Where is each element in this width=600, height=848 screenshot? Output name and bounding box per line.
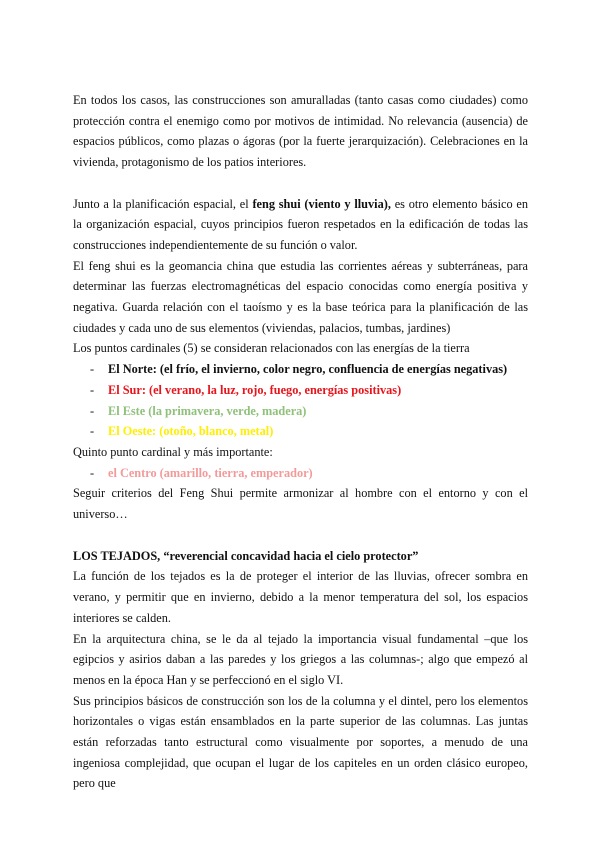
paragraph-puntos-cardinales: Los puntos cardinales (5) se consideran relacionados con las energías de la tierra bbox=[73, 341, 470, 356]
paragraph-geomancia: El feng shui es la geomancia china que estudia las corrientes aéreas y subterráneas, para determinar las fuerzas electromagnéticas del espacio conocidas como energía positiva y negativa. Guarda relación con el taoísmo y es la base teórica para la planificación de las ciudades y cada uno de sus elementos (viviendas, palacios, tumbas, jardines) bbox=[73, 258, 528, 335]
paragraph-feng-shui-intro bbox=[73, 194, 528, 256]
paragraph-amuralladas: En todos los casos, las construcciones son amuralladas (tanto casas como ciudades) como protección contra el enemigo como por motivos de intimidad. No relevancia (ausencia) de espacios públicos, como plazas o ágoras (por la fuerte jerarquización). Celebraciones en la vivienda, protagonismo de los patios interiores. bbox=[73, 93, 528, 170]
list-item-norte: - El Norte: (el frío, el invierno, color negro, confluencia de energías negativas) bbox=[73, 359, 528, 380]
list-item-sur: - El Sur: (el verano, la luz, rojo, fuego, energías positivas) bbox=[73, 380, 528, 401]
paragraph-quinto-punto: Quinto punto cardinal y más importante: bbox=[73, 444, 273, 459]
document-body bbox=[73, 90, 528, 794]
paragraph-arquitectura-china: En la arquitectura china, se le da al tejado la importancia visual fundamental –que los egipcios y asirios daban a las paredes y los griegos a las columnas-; algo que empezó al menos en la época Han y se perfeccionó en el siglo VI. bbox=[73, 631, 528, 687]
text-run: es otro elemento básico en la organización espacial, cuyos principios fueron respetados en la edificación de todas las construcciones independientemente de su función o valor. bbox=[73, 196, 528, 252]
section-heading-tejados: LOS TEJADOS, “reverencial concavidad hacia el cielo protector” bbox=[73, 548, 419, 563]
list-item-centro: - el Centro (amarillo, tierra, emperador) bbox=[73, 463, 528, 484]
paragraph-armonizar: Seguir criterios del Feng Shui permite armonizar al hombre con el entorno y con el universo… bbox=[73, 486, 528, 522]
bold-term-feng-shui: feng shui (viento y lluvia), bbox=[252, 196, 391, 211]
list-item-oeste: - El Oeste: (otoño, blanco, metal) bbox=[73, 421, 528, 442]
paragraph-spacer bbox=[73, 173, 528, 194]
list-item-este: - El Este (la primavera, verde, madera) bbox=[73, 401, 528, 422]
paragraph-principios-construccion: Sus principios básicos de construcción son los de la columna y el dintel, pero los elementos horizontales o vigas están ensamblados en la parte superior de las columnas. Las juntas están reforzadas tanto estructural como visualmente por soportes, a menudo de una ingeniosa complejidad, que ocupan el lugar de los capiteles en un orden clásico europeo, pero que bbox=[73, 693, 528, 791]
center-point-list bbox=[73, 463, 528, 484]
text-run: Junto a la planificación espacial, el bbox=[73, 196, 253, 211]
paragraph-spacer bbox=[73, 525, 528, 546]
cardinal-points-list bbox=[73, 359, 528, 442]
paragraph-funcion-tejados: La función de los tejados es la de proteger el interior de las lluvias, ofrecer sombra en verano, y permitir que en invierno, debido a la menor temperatura del sol, los espacios interiores se calden. bbox=[73, 569, 528, 625]
